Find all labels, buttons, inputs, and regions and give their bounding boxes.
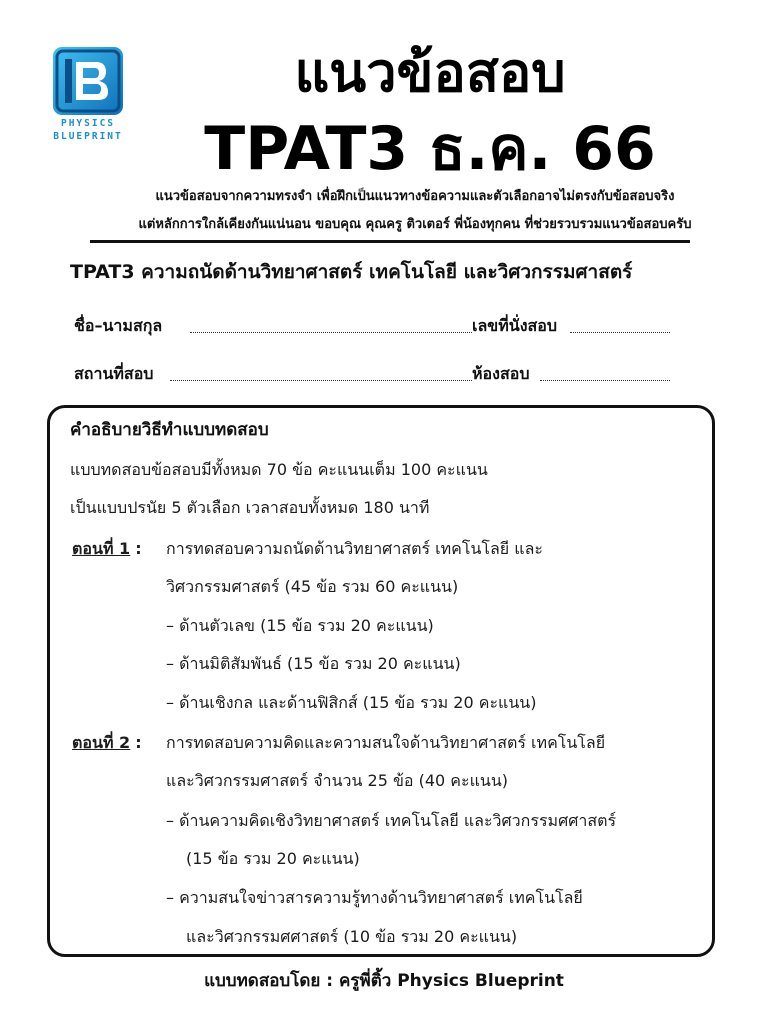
footer-credit: แบบทดสอบโดย : ครูพี่ติ้ว Physics Blueprint: [204, 971, 564, 991]
instruction-line-1: แบบทดสอบข้อสอบมีทั้งหมด 70 ข้อ คะแนนเต็ม 100 คะแนน: [70, 460, 488, 479]
part2-item-1: – ด้านความคิดเชิงวิทยาศาสตร์ เทคโนโลยี และวิศวกรรมศศาสตร์: [166, 811, 617, 830]
page-title: แนวข้อสอบ: [294, 41, 566, 104]
part2-item-1-score: (15 ข้อ รวม 20 คะแนน): [186, 849, 360, 868]
subtitle-line-2: แต่หลักการใกล้เคียงกันแน่นอน ขอบคุณ คุณครู ติวเตอร์ พี่น้องทุกคน ที่ช่วยรวบรวมแนวข้อสอบครับ: [138, 217, 692, 232]
physics-blueprint-logo: [50, 46, 126, 142]
seat-blank[interactable]: [570, 332, 670, 333]
venue-blank[interactable]: [170, 380, 472, 381]
part1-label-row: [72, 536, 142, 562]
seat-label: เลขที่นั่งสอบ: [472, 316, 558, 335]
part1-label: ตอนที่ 1: [72, 539, 131, 558]
instructions-heading: คำอธิบายวิธีทำแบบทดสอบ: [70, 420, 269, 440]
part1-item-1: – ด้านตัวเลข (15 ข้อ รวม 20 คะแนน): [166, 616, 434, 635]
page-title-exam: TPAT3 ธ.ค. 66: [204, 114, 656, 184]
part1-item-2: – ด้านมิติสัมพันธ์ (15 ข้อ รวม 20 คะแนน): [166, 654, 461, 673]
part2-text-1: การทดสอบความคิดและความสนใจด้านวิทยาศาสตร์ เทคโนโลยี: [166, 733, 606, 752]
part1-item-3: – ด้านเชิงกล และด้านฟิสิกส์ (15 ข้อ รวม 20 คะแนน): [166, 693, 537, 712]
instruction-line-2: เป็นแบบปรนัย 5 ตัวเลือก เวลาสอบทั้งหมด 180 นาที: [70, 498, 430, 517]
part2-label: ตอนที่ 2: [72, 733, 131, 752]
subtitle-line-1: แนวข้อสอบจากความทรงจำ เพื่อฝึกเป็นแนวทางข้อความและตัวเลือกอาจไม่ตรงกับข้อสอบจริง: [155, 189, 675, 204]
part1-text-1: การทดสอบความถนัดด้านวิทยาศาสตร์ เทคโนโลยี และ: [166, 539, 543, 558]
logo-text-blueprint: BLUEPRINT: [53, 131, 123, 142]
part2-colon: :: [135, 733, 142, 752]
room-blank[interactable]: [540, 380, 670, 381]
part1-colon: :: [135, 539, 142, 558]
part2-item-2-score: และวิศวกรรมศศาสตร์ (10 ข้อ รวม 20 คะแนน): [186, 927, 518, 946]
part2-text-2: และวิศวกรรมศาสตร์ จำนวน 25 ข้อ (40 คะแนน): [166, 771, 509, 790]
header-divider: [90, 240, 690, 243]
instructions-box: [47, 405, 715, 957]
part2-label-row: [72, 730, 142, 756]
logo-text-physics: PHYSICS: [60, 118, 116, 129]
blueprint-b-icon: [52, 46, 124, 116]
name-label: ชื่อ–นามสกุล: [74, 316, 163, 335]
venue-label: สถานที่สอบ: [74, 364, 154, 383]
subject-heading: TPAT3 ความถนัดด้านวิทยาศาสตร์ เทคโนโลยี และวิศวกรรมศาสตร์: [70, 261, 633, 283]
part2-item-2: – ความสนใจข่าวสารความรู้ทางด้านวิทยาศาสตร์ เทคโนโลยี: [166, 888, 583, 907]
part1-text-2: วิศวกรรมศาสตร์ (45 ข้อ รวม 60 คะแนน): [166, 577, 459, 596]
room-label: ห้องสอบ: [472, 364, 530, 383]
name-blank[interactable]: [190, 332, 472, 333]
